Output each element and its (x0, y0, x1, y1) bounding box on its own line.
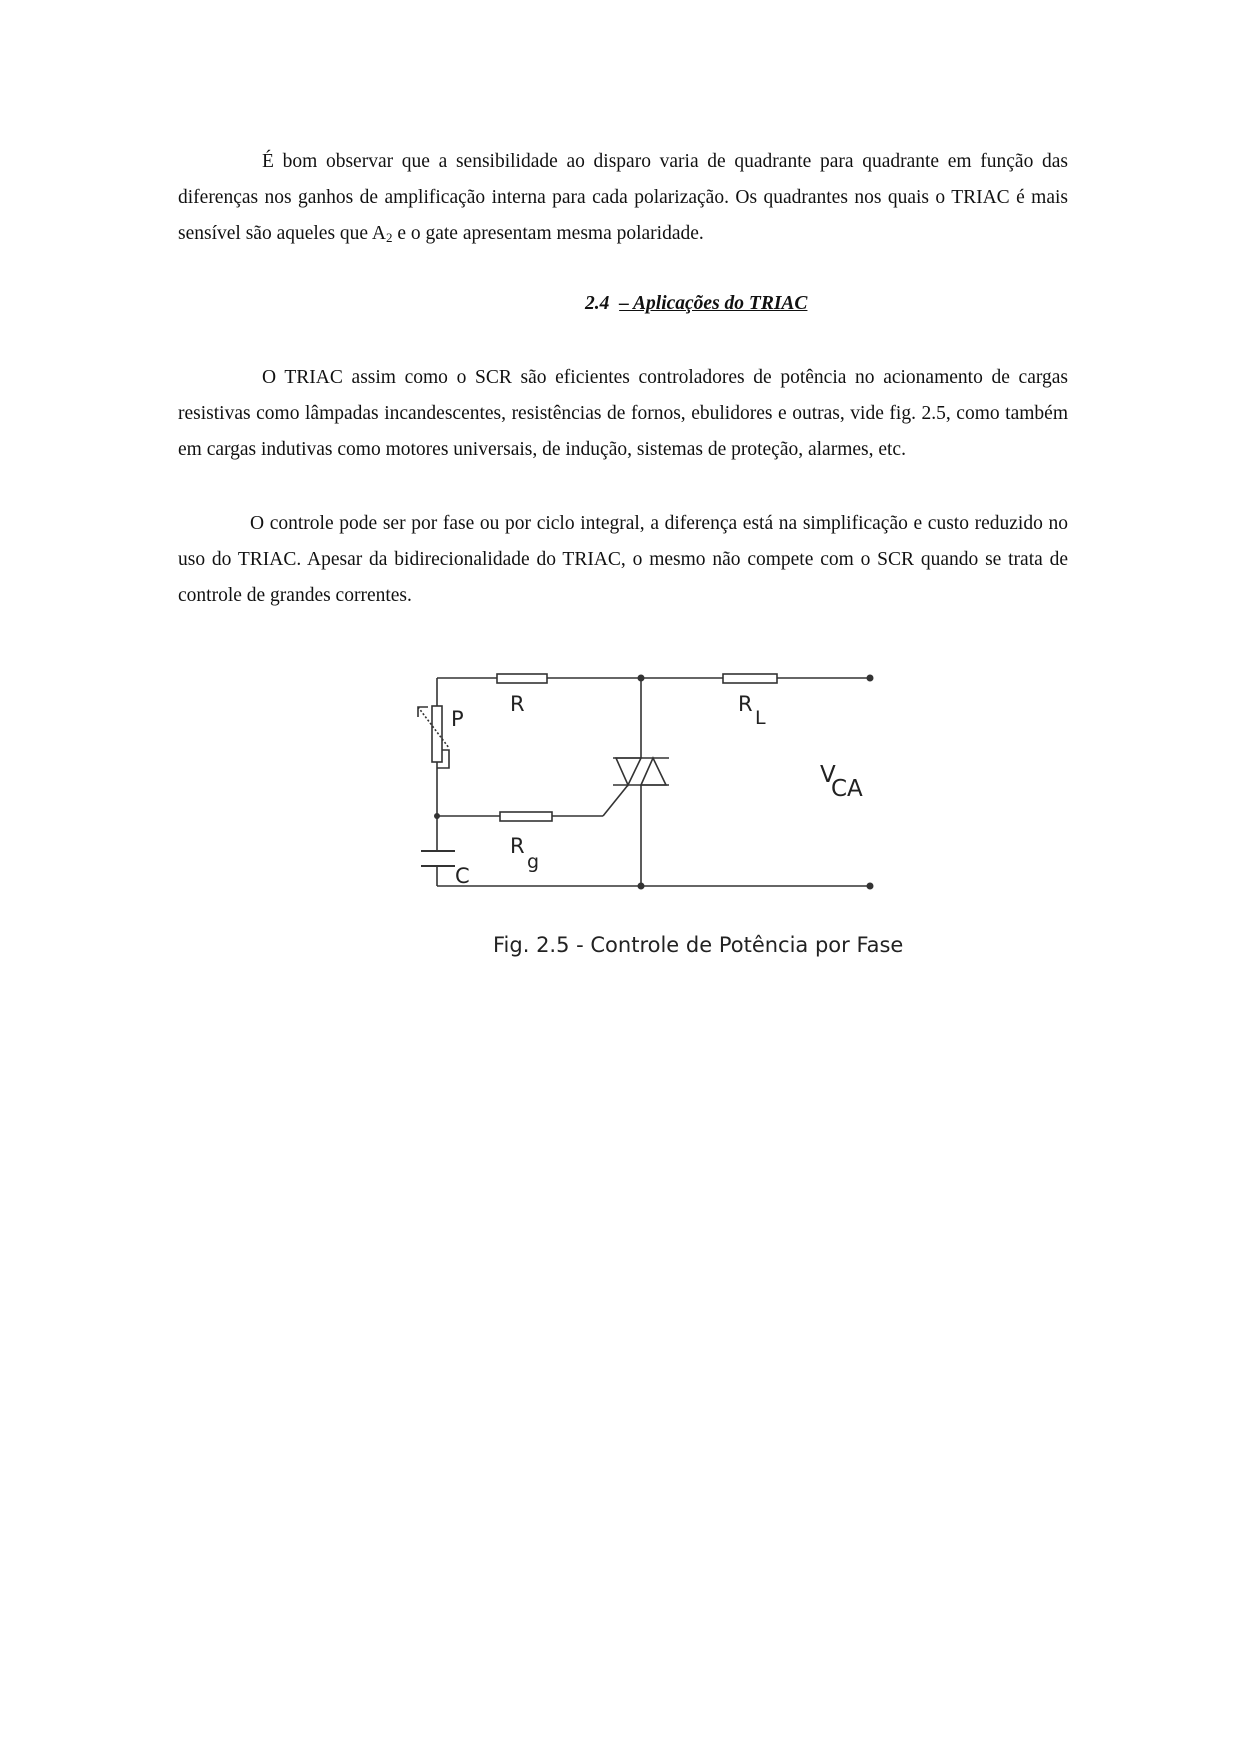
potentiometer (432, 706, 442, 762)
subscript: 2 (385, 230, 393, 245)
label-supply-main: V (820, 762, 836, 788)
resistor-r (497, 674, 547, 683)
label-load-main: R (738, 692, 753, 716)
label-supply-sub: CA (831, 776, 863, 802)
section-number: 2.4 (585, 293, 610, 314)
junction-dot (638, 675, 645, 682)
paragraph-text: e o gate apresentam mesma polaridade. (392, 223, 704, 244)
potentiometer-arrow-line (418, 707, 449, 748)
potentiometer-arrow-head (418, 707, 428, 717)
gate-resistor (500, 812, 552, 821)
junction-dot (638, 883, 645, 890)
triac-diode-1 (616, 758, 641, 785)
paragraph-text: É bom observar que a sensibilidade ao disparo varia de quadrante para quadrante em função das diferenças nos ganhos de amplificação interna para cada polarização. Os quadrantes nos quais o TRIAC é mais sensível são aqueles que A (178, 151, 1068, 244)
label-resistor-r: R (510, 692, 525, 716)
label-potentiometer: P (451, 707, 464, 731)
label-gate-resistor-main: R (510, 834, 525, 858)
label-capacitor: C (455, 864, 470, 888)
section-title: – Aplicações do TRIAC (619, 293, 808, 314)
figure-caption: Fig. 2.5 - Controle de Potência por Fase (493, 933, 904, 957)
terminal-dot (867, 675, 874, 682)
load-resistor (723, 674, 777, 683)
label-load-sub: L (755, 707, 766, 729)
label-gate-resistor-sub: g (527, 851, 540, 873)
triac-diode-2 (641, 758, 666, 785)
junction-dot (434, 813, 440, 819)
terminal-dot (867, 883, 874, 890)
potentiometer-wiper (437, 750, 449, 768)
paragraph-phase-control: O controle pode ser por fase ou por ciclo integral, a diferença está na simplificação e custo reduzido no uso do TRIAC. Apesar da bidirecionalidade do TRIAC, o mesmo não compete com o SCR quando se trata de controle de grandes correntes. (178, 513, 1068, 606)
paragraph-triac-applications: O TRIAC assim como o SCR são eficientes controladores de potência no acionamento de cargas resistivas como lâmpadas incandescentes, resistências de fornos, ebulidores e outras, vide fig. 2.5, como também em cargas indutivas como motores universais, de indução, sistemas de proteção, alarmes, etc. (178, 367, 1068, 460)
gate-lead (603, 785, 628, 816)
